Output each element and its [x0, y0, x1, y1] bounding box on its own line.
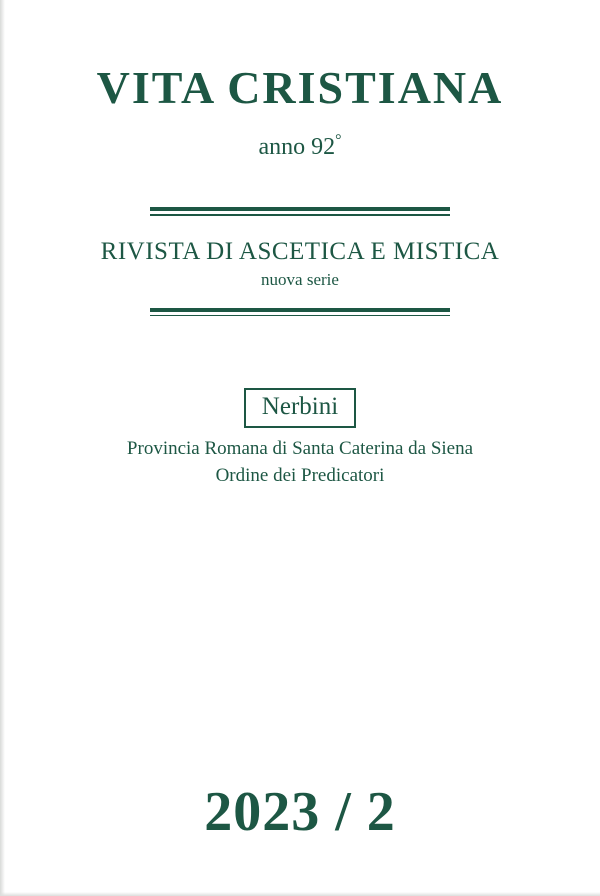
- divider-thick-line: [150, 207, 450, 211]
- publisher-section: [127, 388, 473, 489]
- degree-symbol: °: [335, 132, 342, 150]
- divider-thin-line: [150, 214, 450, 216]
- journal-subtitle: RIVISTA DI ASCETICA E MISTICA: [100, 237, 500, 265]
- journal-series-label: nuova serie: [261, 269, 339, 289]
- publisher-name: Nerbini: [261, 393, 339, 421]
- organization-line-1: Provincia Romana di Santa Caterina da Siena: [126, 437, 474, 459]
- publisher-logo-box: [244, 388, 356, 428]
- divider-top: [150, 207, 450, 216]
- volume-year-line: [258, 132, 341, 161]
- issue-number: 2023 / 2: [204, 781, 396, 843]
- journal-title: VITA CRISTIANA: [96, 62, 504, 113]
- organization-line-2: Ordine dei Predicatori: [215, 465, 385, 487]
- divider-thick-line-2: [150, 308, 450, 312]
- volume-year-label: anno 92: [258, 134, 336, 161]
- divider-thin-line-2: [150, 315, 450, 317]
- divider-bottom: [150, 308, 450, 317]
